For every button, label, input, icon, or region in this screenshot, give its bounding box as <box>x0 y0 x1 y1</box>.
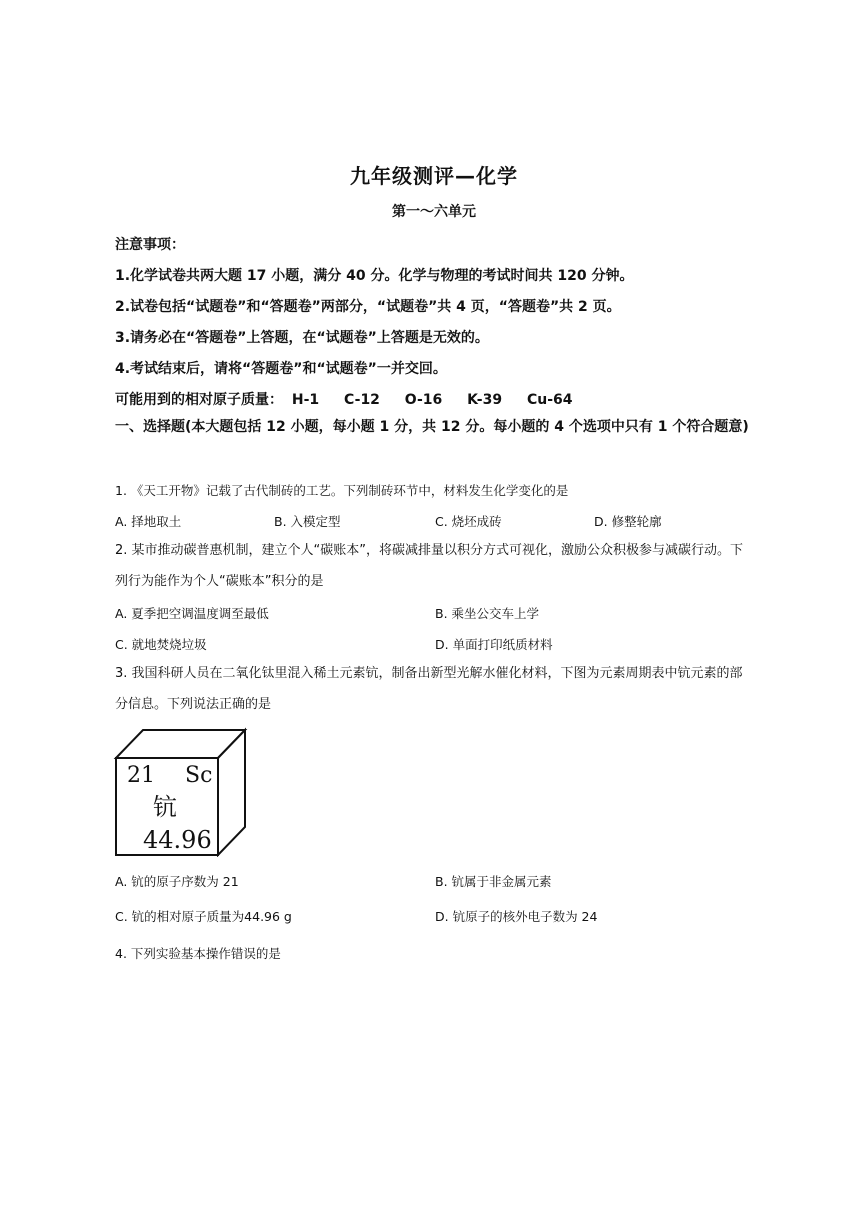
element-card <box>113 727 248 857</box>
option-d[interactable]: D. 钪原子的核外电子数为 24 <box>435 909 598 924</box>
notice-item: 4.考试结束后，请将“答题卷”和“试题卷”一并交回。 <box>115 361 447 377</box>
page-subtitle: 第一～六单元 <box>392 204 476 220</box>
atomic-mass-item: H-1 <box>291 392 320 408</box>
option-d[interactable]: D. 修整轮廓 <box>594 514 662 529</box>
notice-item: 2.试卷包括“试题卷”和“答题卷”两部分，“试题卷”共 4 页，“答题卷”共 2 页。 <box>115 299 621 315</box>
question-stem: 2. 某市推动碳普惠机制，建立个人“碳账本”，将碳减排量以积分方式可视化，激励公众积极参与减碳行动。下列行为能作为个人“碳账本”积分的是 <box>115 543 744 589</box>
atomic-mass-item: K-39 <box>467 392 503 408</box>
element-name: 钪 <box>153 793 177 821</box>
atomic-mass-label: 可能用到的相对原子质量： <box>115 392 283 408</box>
atomic-mass-item: C-12 <box>344 392 380 408</box>
atomic-mass-item: Cu-64 <box>526 392 573 408</box>
element-number: 21 <box>127 763 155 788</box>
question-stem: 3. 我国科研人员在二氧化钛里混入稀土元素钪，制备出新型光解水催化材料，下图为元素周期表中钪元素的部分信息。下列说法正确的是 <box>115 666 743 712</box>
section-heading: 一、选择题(本大题包括 12 小题，每小题 1 分，共 12 分。每小题的 4 个选项中只有 1 个符合题意) <box>115 419 749 435</box>
option-c[interactable]: C. 就地焚烧垃圾 <box>115 637 207 652</box>
option-a[interactable]: A. 夏季把空调温度调至最低 <box>115 606 269 621</box>
notice-item: 3.请务必在“答题卷”上答题，在“试题卷”上答题是无效的。 <box>115 330 489 346</box>
option-b[interactable]: B. 钪属于非金属元素 <box>435 874 552 889</box>
element-mass: 44.96 <box>143 826 212 854</box>
option-b[interactable]: B. 入模定型 <box>274 514 341 529</box>
atomic-mass-line <box>115 389 593 409</box>
option-d[interactable]: D. 单面打印纸质材料 <box>435 637 553 652</box>
option-c[interactable]: C. 钪的相对原子质量为44.96 g <box>115 909 292 924</box>
option-a[interactable]: A. 钪的原子序数为 21 <box>115 874 239 889</box>
notice-heading: 注意事项： <box>115 237 185 253</box>
page-title: 九年级测评—化学 <box>350 164 518 188</box>
option-b[interactable]: B. 乘坐公交车上学 <box>435 606 540 621</box>
option-c[interactable]: C. 烧坯成砖 <box>435 514 502 529</box>
option-a[interactable]: A. 择地取土 <box>115 514 182 529</box>
notice-item: 1.化学试卷共两大题 17 小题，满分 40 分。化学与物理的考试时间共 120 分钟。 <box>115 268 634 284</box>
question-stem: 1. 《天工开物》记载了古代制砖的工艺。下列制砖环节中，材料发生化学变化的是 <box>115 483 569 498</box>
element-symbol: Sc <box>185 763 213 788</box>
atomic-mass-item: O-16 <box>404 392 443 408</box>
question-stem: 4. 下列实验基本操作错误的是 <box>115 946 281 961</box>
